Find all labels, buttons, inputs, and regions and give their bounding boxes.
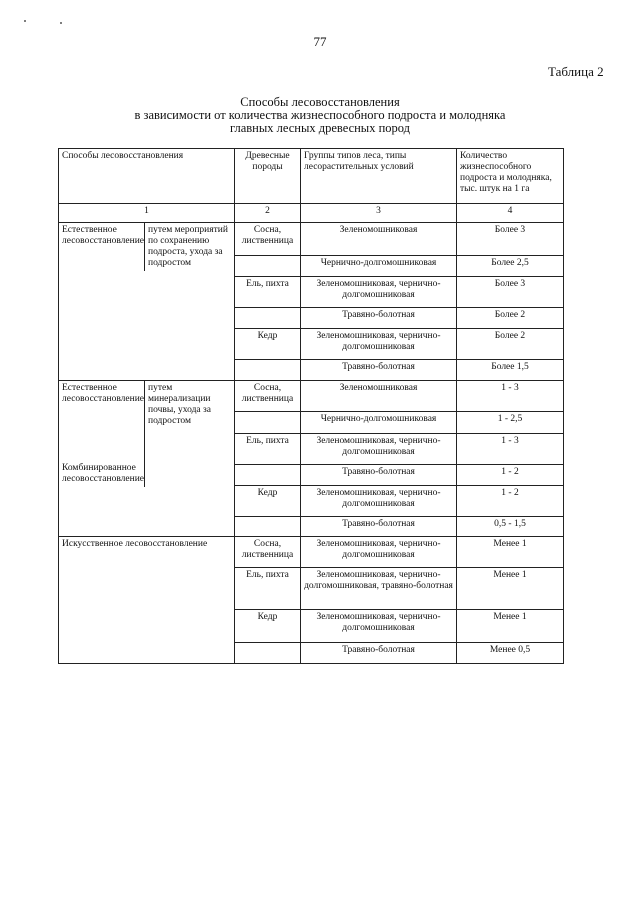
species-cell: Ель, пихта [235,434,301,465]
species-cell [235,256,301,277]
page-number: 77 [313,34,327,49]
title-line-2: в зависимости от количества жизнеспособного подроста и молодняка [134,108,506,122]
header-species: Древесные породы [235,149,301,204]
species-cell: Сосна, лиственница [235,381,301,412]
quantity-cell: Менее 1 [457,537,564,568]
title-line-3: главных лесных древесных пород [229,121,411,135]
header-methods: Способы лесовосстановления [59,149,235,204]
quantity-cell: 1 - 2 [457,486,564,517]
quantity-cell: Более 2 [457,308,564,329]
title-line-1: Способы лесовосстановления [240,95,400,109]
species-cell: Кедр [235,610,301,643]
species-cell [235,465,301,486]
method-cell [59,223,235,381]
species-cell: Сосна, лиственница [235,537,301,568]
method-cell [59,381,235,537]
column-number-row [59,204,564,223]
quantity-cell: Более 1,5 [457,360,564,381]
quantity-cell: 0,5 - 1,5 [457,517,564,537]
forest-type-cell: Зеленомошниковая, чернично-долгомошниковая [301,329,457,360]
species-cell: Ель, пихта [235,277,301,308]
table-row [59,381,564,412]
forest-type-cell: Травяно-болотная [301,465,457,486]
species-cell: Ель, пихта [235,568,301,610]
quantity-cell: Более 2 [457,329,564,360]
scan-speck [24,20,26,22]
species-cell [235,517,301,537]
quantity-cell: 1 - 3 [457,434,564,465]
method-name: Естественное лесовосстановление [62,383,145,404]
column-number: 2 [235,204,301,223]
table-title [0,96,640,135]
table-body [59,223,564,664]
species-cell [235,360,301,381]
forest-type-cell: Зеленомошниковая, чернично-долгомошниковая, травяно-болотная [301,568,457,610]
method-name: Искусственное лесовосстановление [62,539,208,549]
forest-type-cell: Зеленомошниковая, чернично-долгомошниковая [301,486,457,517]
forest-type-cell: Травяно-болотная [301,308,457,329]
forest-type-cell: Чернично-долгомошниковая [301,412,457,434]
quantity-cell: 1 - 2,5 [457,412,564,434]
species-cell [235,412,301,434]
scan-speck [60,22,62,24]
method-detail: путем минерализации почвы, ухода за подростом [148,383,211,426]
column-number: 1 [59,204,235,223]
species-cell: Сосна, лиственница [235,223,301,256]
method-cell [59,537,235,664]
table-row [59,537,564,568]
quantity-cell: Более 3 [457,277,564,308]
quantity-cell: Менее 1 [457,610,564,643]
header-quantity: Количество жизнеспособного подроста и молодняка, тыс. штук на 1 га [457,149,564,204]
header-forest-types: Группы типов леса, типы лесорастительных условий [301,149,457,204]
method-name: Естественное лесовосстановление [62,225,145,246]
quantity-cell: Более 2,5 [457,256,564,277]
species-cell [235,643,301,664]
forest-type-cell: Чернично-долгомошниковая [301,256,457,277]
forest-type-cell: Травяно-болотная [301,360,457,381]
forest-type-cell: Зеленомошниковая [301,381,457,412]
species-cell: Кедр [235,329,301,360]
forest-type-cell: Зеленомошниковая, чернично-долгомошниковая [301,434,457,465]
species-cell [235,308,301,329]
header-row [59,149,564,204]
column-number: 4 [457,204,564,223]
table-label: Таблица 2 [548,64,604,79]
quantity-cell: Более 3 [457,223,564,256]
forest-type-cell: Травяно-болотная [301,643,457,664]
forest-type-cell: Травяно-болотная [301,517,457,537]
quantity-cell: Менее 1 [457,568,564,610]
species-cell: Кедр [235,486,301,517]
forest-type-cell: Зеленомошниковая, чернично-долгомошниковая [301,537,457,568]
column-number: 3 [301,204,457,223]
forest-type-cell: Зеленомошниковая, чернично-долгомошниковая [301,277,457,308]
method-name-combined: Комбинированное лесовосстановление [62,463,145,484]
forest-type-cell: Зеленомошниковая [301,223,457,256]
quantity-cell: Менее 0,5 [457,643,564,664]
quantity-cell: 1 - 3 [457,381,564,412]
reforestation-table [58,148,564,664]
quantity-cell: 1 - 2 [457,465,564,486]
forest-type-cell: Зеленомошниковая, чернично-долгомошниковая [301,610,457,643]
table-row [59,223,564,256]
method-detail: путем мероприятий по сохранению подроста, ухода за подростом [148,225,228,268]
